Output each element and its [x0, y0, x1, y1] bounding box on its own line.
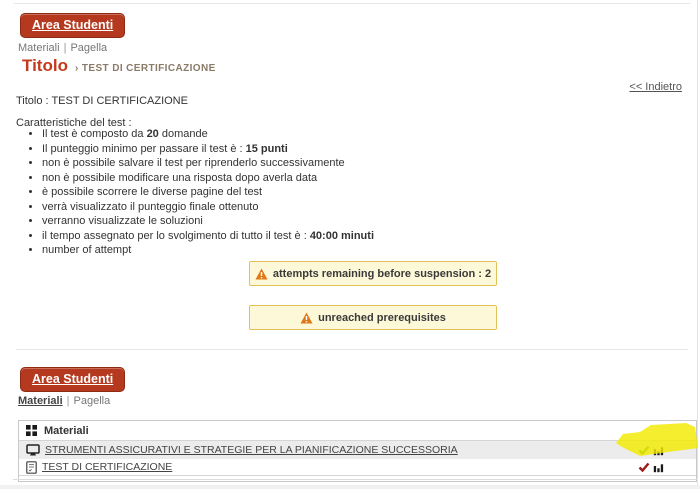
table-row — [19, 441, 696, 459]
list-item: • non è possibile modificare una risposta dopo averla data — [42, 171, 374, 186]
table-footer-spacer — [19, 475, 696, 481]
test-characteristics-list — [16, 127, 374, 258]
page-title: Titolo — [22, 56, 68, 75]
test-characteristics-label: Caratteristiche del test : — [16, 117, 132, 129]
material-link[interactable]: STRUMENTI ASSICURATIVI E STRATEGIE PER LA PIANIFICAZIONE SUCCESSORIA — [45, 444, 458, 456]
warning-attempts-box — [249, 261, 497, 286]
warning-prerequisites-box — [249, 305, 497, 330]
check-icon — [638, 462, 650, 472]
warning-triangle-icon — [300, 312, 313, 324]
stats-chart-icon[interactable] — [653, 445, 664, 456]
title-row — [22, 56, 216, 76]
nav-separator: | — [66, 395, 70, 407]
nav-pagella-link[interactable]: Pagella — [73, 395, 111, 407]
list-item: • Il punteggio minimo per passare il test è : 15 punti — [42, 142, 374, 157]
material-status — [638, 445, 689, 456]
list-item: • non è possibile salvare il test per riprenderlo successivamente — [42, 156, 374, 171]
test-title-line: Titolo : TEST DI CERTIFICAZIONE — [16, 95, 188, 107]
breadcrumb: › TEST DI CERTIFICAZIONE — [74, 63, 216, 74]
page-bottom-shadow — [0, 485, 700, 489]
list-item: • verranno visualizzate le soluzioni — [42, 214, 374, 229]
section-divider — [16, 349, 688, 350]
materials-table-header — [19, 421, 696, 441]
warning-text: attempts remaining before suspension : 2 — [272, 267, 492, 280]
table-row — [19, 459, 696, 475]
page-right-edge — [697, 0, 698, 489]
bottom-divider — [13, 479, 697, 480]
monitor-icon — [26, 444, 40, 456]
warning-text: unreached prerequisites — [318, 311, 446, 324]
area-studenti-button[interactable]: Area Studenti — [20, 367, 125, 392]
stats-chart-icon[interactable] — [653, 462, 664, 473]
grid-icon — [26, 425, 37, 436]
top-divider — [14, 3, 690, 4]
nav-materiali-link[interactable]: Materiali — [18, 395, 63, 407]
material-link[interactable]: TEST DI CERTIFICAZIONE — [42, 461, 173, 473]
list-item: • number of attempt — [42, 243, 374, 258]
list-item: • Il test è composto da 20 domande — [42, 127, 374, 142]
bottom-subnav — [18, 395, 110, 407]
list-item: • è possibile scorrere le diverse pagine del test — [42, 185, 374, 200]
top-subnav — [18, 42, 107, 54]
materials-header-label: Materiali — [44, 424, 89, 437]
nav-materiali-link[interactable]: Materiali — [18, 42, 60, 54]
document-icon — [26, 461, 37, 474]
warning-triangle-icon — [255, 268, 268, 280]
check-icon — [638, 445, 650, 455]
list-item: • verrà visualizzato il punteggio finale ottenuto — [42, 200, 374, 215]
list-item: • il tempo assegnato per lo svolgimento di tutto il test è : 40:00 minuti — [42, 229, 374, 244]
area-studenti-button[interactable]: Area Studenti — [20, 13, 125, 38]
nav-separator: | — [63, 42, 67, 54]
back-link[interactable]: << Indietro — [629, 81, 682, 93]
nav-pagella-link[interactable]: Pagella — [70, 42, 108, 54]
materials-table — [18, 420, 697, 482]
material-status — [638, 462, 689, 473]
